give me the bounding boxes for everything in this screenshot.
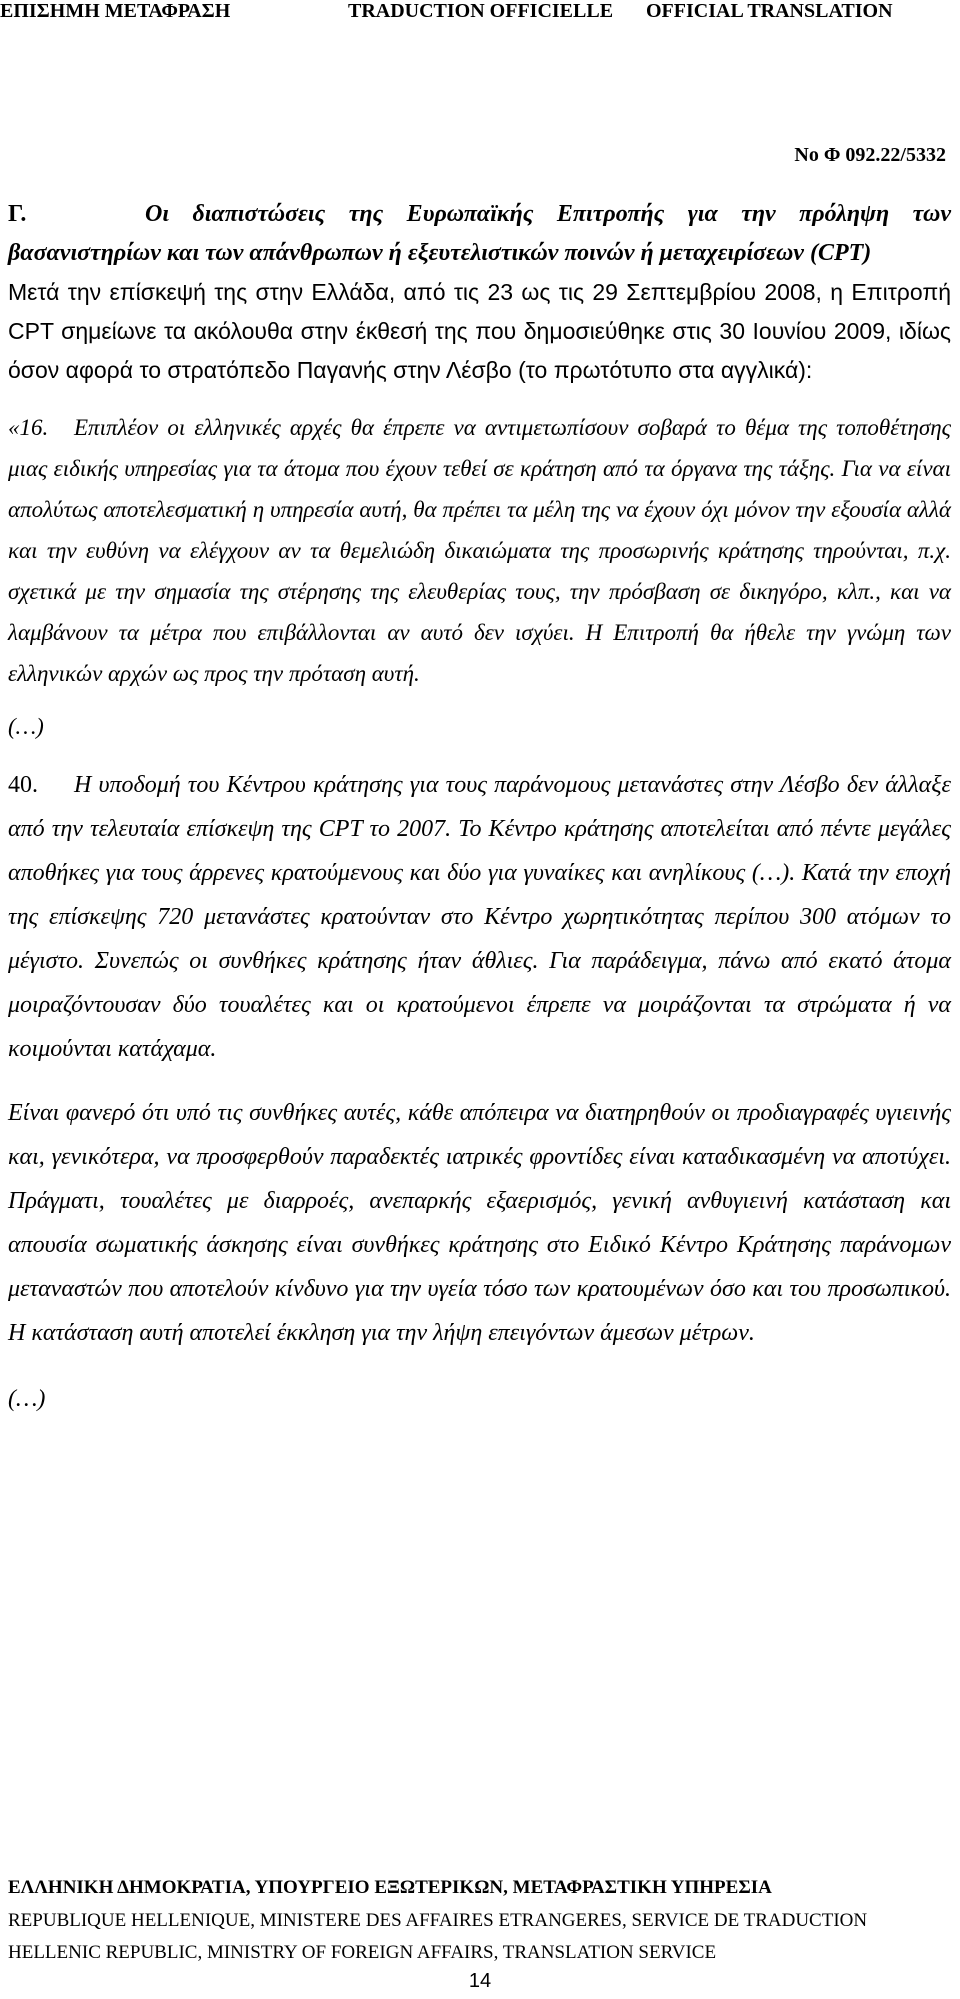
header-english: OFFICIAL TRANSLATION [646, 0, 893, 22]
footer-french: REPUBLIQUE HELLENIQUE, MINISTERE DES AFFAIRES ETRANGERES, SERVICE DE TRADUCTION [8, 1910, 868, 1931]
ellipsis: (…) [8, 1386, 46, 1412]
paragraph-number: «16. [8, 415, 49, 440]
conclusion-paragraph: Είναι φανερό ότι υπό τις συνθήκες αυτές, κάθε απόπειρα να διατηρηθούν οι προδιαγραφές υγιεινής και, γενικότερα, να προσφερθούν παραδεκτές ιατρικές φροντίδες είναι καταδικασμένη να αποτύχει. Πράγματι, τουαλέτες με διαρροές, ανεπαρκής εξαερισμός, γενική ανθυγιεινή κατάσταση και απουσία σωματικής άσκησης είναι συνθήκες κράτησης στο Ειδικό Κέντρο Κράτησης παράνομων μεταναστών που αποτελούν κίνδυνο για την υγεία τόσο των κρατουμένων όσο και του προσωπικού. Η κατάσταση αυτή αποτελεί έκκληση για την λήψη επειγόντων άμεσων μέτρων. [8, 1100, 951, 1346]
footer-english: HELLENIC REPUBLIC, MINISTRY OF FOREIGN AFFAIRS, TRANSLATION SERVICE [8, 1942, 717, 1963]
intro-paragraph: Μετά την επίσκεψή της στην Ελλάδα, από τις 23 ως τις 29 Σεπτεμβρίου 2008, η Επιτροπή CPT σημείωνε τα ακόλουθα στην έκθεσή της που δημοσιεύθηκε στις 30 Ιουνίου 2009, ιδίως όσον αφορά το στρατόπεδο Παγανής στην Λέσβο (το πρωτότυπο στα αγγλικά): [8, 279, 951, 383]
footer-greek: ΕΛΛΗΝΙΚΗ ΔΗΜΟΚΡΑΤΙΑ, ΥΠΟΥΡΓΕΙΟ ΕΞΩΤΕΡΙΚΩΝ, ΜΕΤΑΦΡΑΣΤΙΚΗ ΥΠΗΡΕΣΙΑ [8, 1877, 772, 1898]
section-title: Οι διαπιστώσεις της Ευρωπαϊκής Επιτροπής για την πρόληψη των βασανιστηρίων και των απάνθρωπων ή εξευτελιστικών ποινών ή μεταχειρίσεων (CPT) [8, 201, 951, 266]
section-heading [8, 195, 951, 273]
paragraph-text: Επιπλέον οι ελληνικές αρχές θα έπρεπε να αντιμετωπίσουν σοβαρά το θέμα της τοποθέτησης μιας ειδικής υπηρεσίας για τα άτομα που έχουν τεθεί σε κράτηση από τα όργανα της τάξης. Για να είναι απολύτως αποτελεσματική η υπηρεσία αυτή, θα πρέπει τα μέλη της να έχουν όχι μόνον την εξουσία αλλά και την ευθύνη να ελέγχουν αν τα θεμελιώδη δικαιώματα της προσωρινής κράτησης τηρούνται, π.χ. σχετικά με την σημασία της στέρησης της ελευθερίας τους, την πρόσβαση σε δικηγόρο, κλπ., και να λαμβάνουν τα μέτρα που επιβάλλονται αν αυτό δεν ισχύει. Η Επιτροπή θα ήθελε την γνώμη των ελληνικών αρχών ως προς την πρόταση αυτή. [8, 415, 951, 686]
document-body [8, 195, 951, 1420]
document-header [0, 0, 960, 24]
document-number: No Φ 092.22/5332 [794, 144, 946, 166]
section-letter: Γ. [8, 201, 27, 227]
ellipsis: (…) [8, 714, 44, 739]
page-number: 14 [468, 1970, 492, 1992]
header-french: TRADUCTION OFFICIELLE [348, 0, 614, 22]
quote-paragraph-40 [8, 763, 951, 1071]
quote-paragraph-16 [8, 407, 951, 694]
paragraph-text: Η υποδομή του Κέντρου κράτησης για τους παράνομους μετανάστες στην Λέσβο δεν άλλαξε από την τελευταία επίσκεψη της CPT το 2007. Το Κέντρο κράτησης αποτελείται από πέντε μεγάλες αποθήκες για τους άρρενες κρατούμενους και δύο για γυναίκες και ανηλίκους (…). Κατά την εποχή της επίσκεψης 720 μετανάστες κρατούνταν στο Κέντρο χωρητικότητας περίπου 300 ατόμων το μέγιστο. Συνεπώς οι συνθήκες κράτησης ήταν άθλιες. Για παράδειγμα, πάνω από εκατό άτομα μοιραζόντουσαν δύο τουαλέτες και οι κρατούμενοι έπρεπε να μοιράζονται τα στρώματα ή να κοιμούνται κατάχαμα. [8, 772, 951, 1062]
header-greek: ΕΠΙΣΗΜΗ ΜΕΤΑΦΡΑΣΗ [0, 0, 231, 22]
paragraph-number: 40. [8, 772, 38, 798]
